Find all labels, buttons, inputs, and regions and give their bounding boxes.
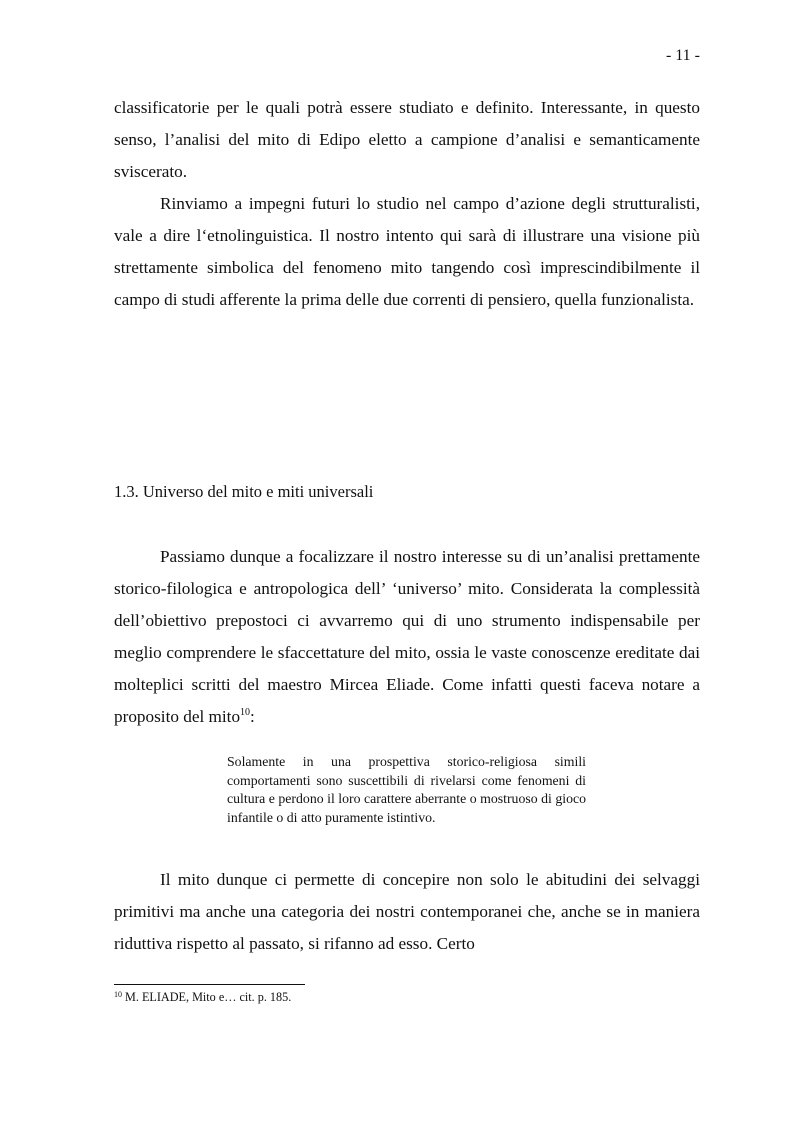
paragraph-myth (114, 864, 700, 960)
page-number: - 11 - (665, 47, 700, 64)
footnote-number: 10 (114, 990, 122, 999)
footnote-reference[interactable]: 10 (240, 707, 251, 718)
paragraph-text: Rinviamo a impegni futuri lo studio nel campo d’azione degli strutturalisti, vale a dire l‘etnolinguistica. Il nostro intento qui sarà di illustrare una visione più strettamente simbolica del fenomeno mito tangendo così imprescindibilmente il campo di studi afferente la prima delle due correnti di pensiero, quella funzionalista. (114, 194, 700, 309)
paragraph-eliade (114, 541, 700, 733)
paragraph-end: : (250, 707, 255, 726)
paragraph-continued (114, 92, 700, 188)
footnote (114, 990, 291, 1005)
block-quote: Solamente in una prospettiva storico-religiosa simili comportamenti sono suscettibili di rivelarsi come fenomeni di cultura e perdono il loro carattere aberrante o mostruoso di gioco infantile o di atto puramente istintivo. (227, 754, 586, 825)
paragraph-structuralists (114, 188, 700, 316)
footnote-text: M. ELIADE, Mito e… cit. p. 185. (122, 990, 292, 1004)
section-heading: 1.3. Universo del mito e miti universali (114, 482, 374, 501)
paragraph-text (114, 541, 700, 733)
paragraph-text: classificatorie per le quali potrà essere studiato e definito. Interessante, in questo senso, l’analisi del mito di Edipo eletto a campione d’analisi e semanticamente sviscerato. (114, 98, 700, 181)
paragraph-body: Passiamo dunque a focalizzare il nostro interesse su di un’analisi prettamente storico-filologica e antropologica dell’ ‘universo’ mito. Considerata la complessità dell’obiettivo prepostoci ci avvarremo qui di uno strumento indispensabile per meglio comprendere le sfaccettature del mito, ossia le vaste conoscenze ereditate dai molteplici scritti del maestro Mircea Eliade. Come infatti questi faceva notare a proposito del mito (114, 547, 700, 726)
footnote-separator (114, 984, 305, 985)
paragraph-text: Il mito dunque ci permette di concepire non solo le abitudini dei selvaggi primitivi ma anche una categoria dei nostri contemporanei che, anche se in maniera riduttiva rispetto al passato, si rifanno ad esso. Certo (114, 870, 700, 953)
